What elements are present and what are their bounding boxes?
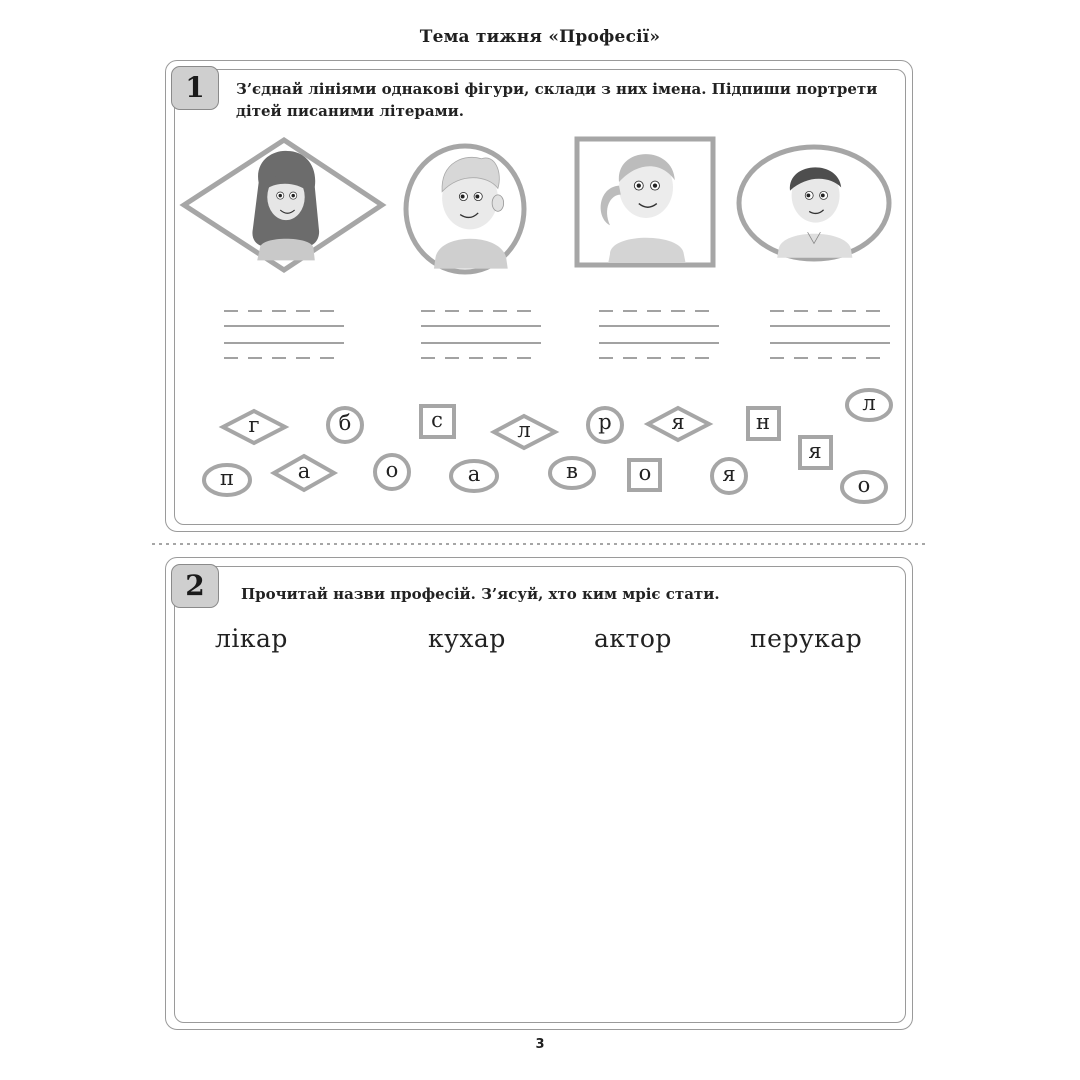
page-title: Тема тижня «Професії» [419,27,661,47]
portrait-oval-boy [739,147,889,259]
writing-lines-2 [421,311,541,358]
letter-oval: в [566,459,578,483]
letter-circle: р [598,410,612,434]
letter-oval: л [862,391,876,415]
writing-lines-3 [599,311,719,358]
letter-rhombus: а [297,459,311,483]
letter-square: с [431,408,443,432]
letter-square: н [756,410,770,434]
portrait-square-girl [577,139,713,265]
task-2-instruction: Прочитай назви професій. З’ясуй, хто ким мріє стати. [241,585,720,603]
letter-circle: я [722,462,736,486]
writing-lines [224,311,890,358]
letter-oval: о [857,473,871,497]
letter-frames [204,390,891,502]
portrait-rhombus-girl [184,140,382,270]
task-1-number: 1 [171,66,219,110]
letter-rhombus: я [671,410,685,434]
page-number: 3 [535,1037,545,1052]
letter-circle: б [338,411,352,435]
writing-lines-4 [770,311,890,358]
task-1-instruction-line-1: З’єднай лініями однакові фігури, склади з них імена. Підпиши портрети [236,80,878,98]
letter-square: о [638,461,652,485]
profession-kuhar: кухар [428,624,506,653]
letter-square: я [808,439,822,463]
task-1-instruction-line-2: дітей писаними літерами. [236,102,465,120]
task-2-number: 2 [171,564,219,608]
portrait-circle-boy [406,146,524,272]
profession-aktor: актор [594,624,672,653]
writing-lines-1 [224,311,344,358]
letter-rhombus: г [248,413,260,437]
profession-likar: лікар [215,624,288,653]
letter-rhombus: л [517,418,531,442]
profession-perukar: перукар [750,624,863,653]
letter-oval: п [220,466,234,490]
letter-oval: а [467,462,481,486]
letter-circle: о [385,458,399,482]
